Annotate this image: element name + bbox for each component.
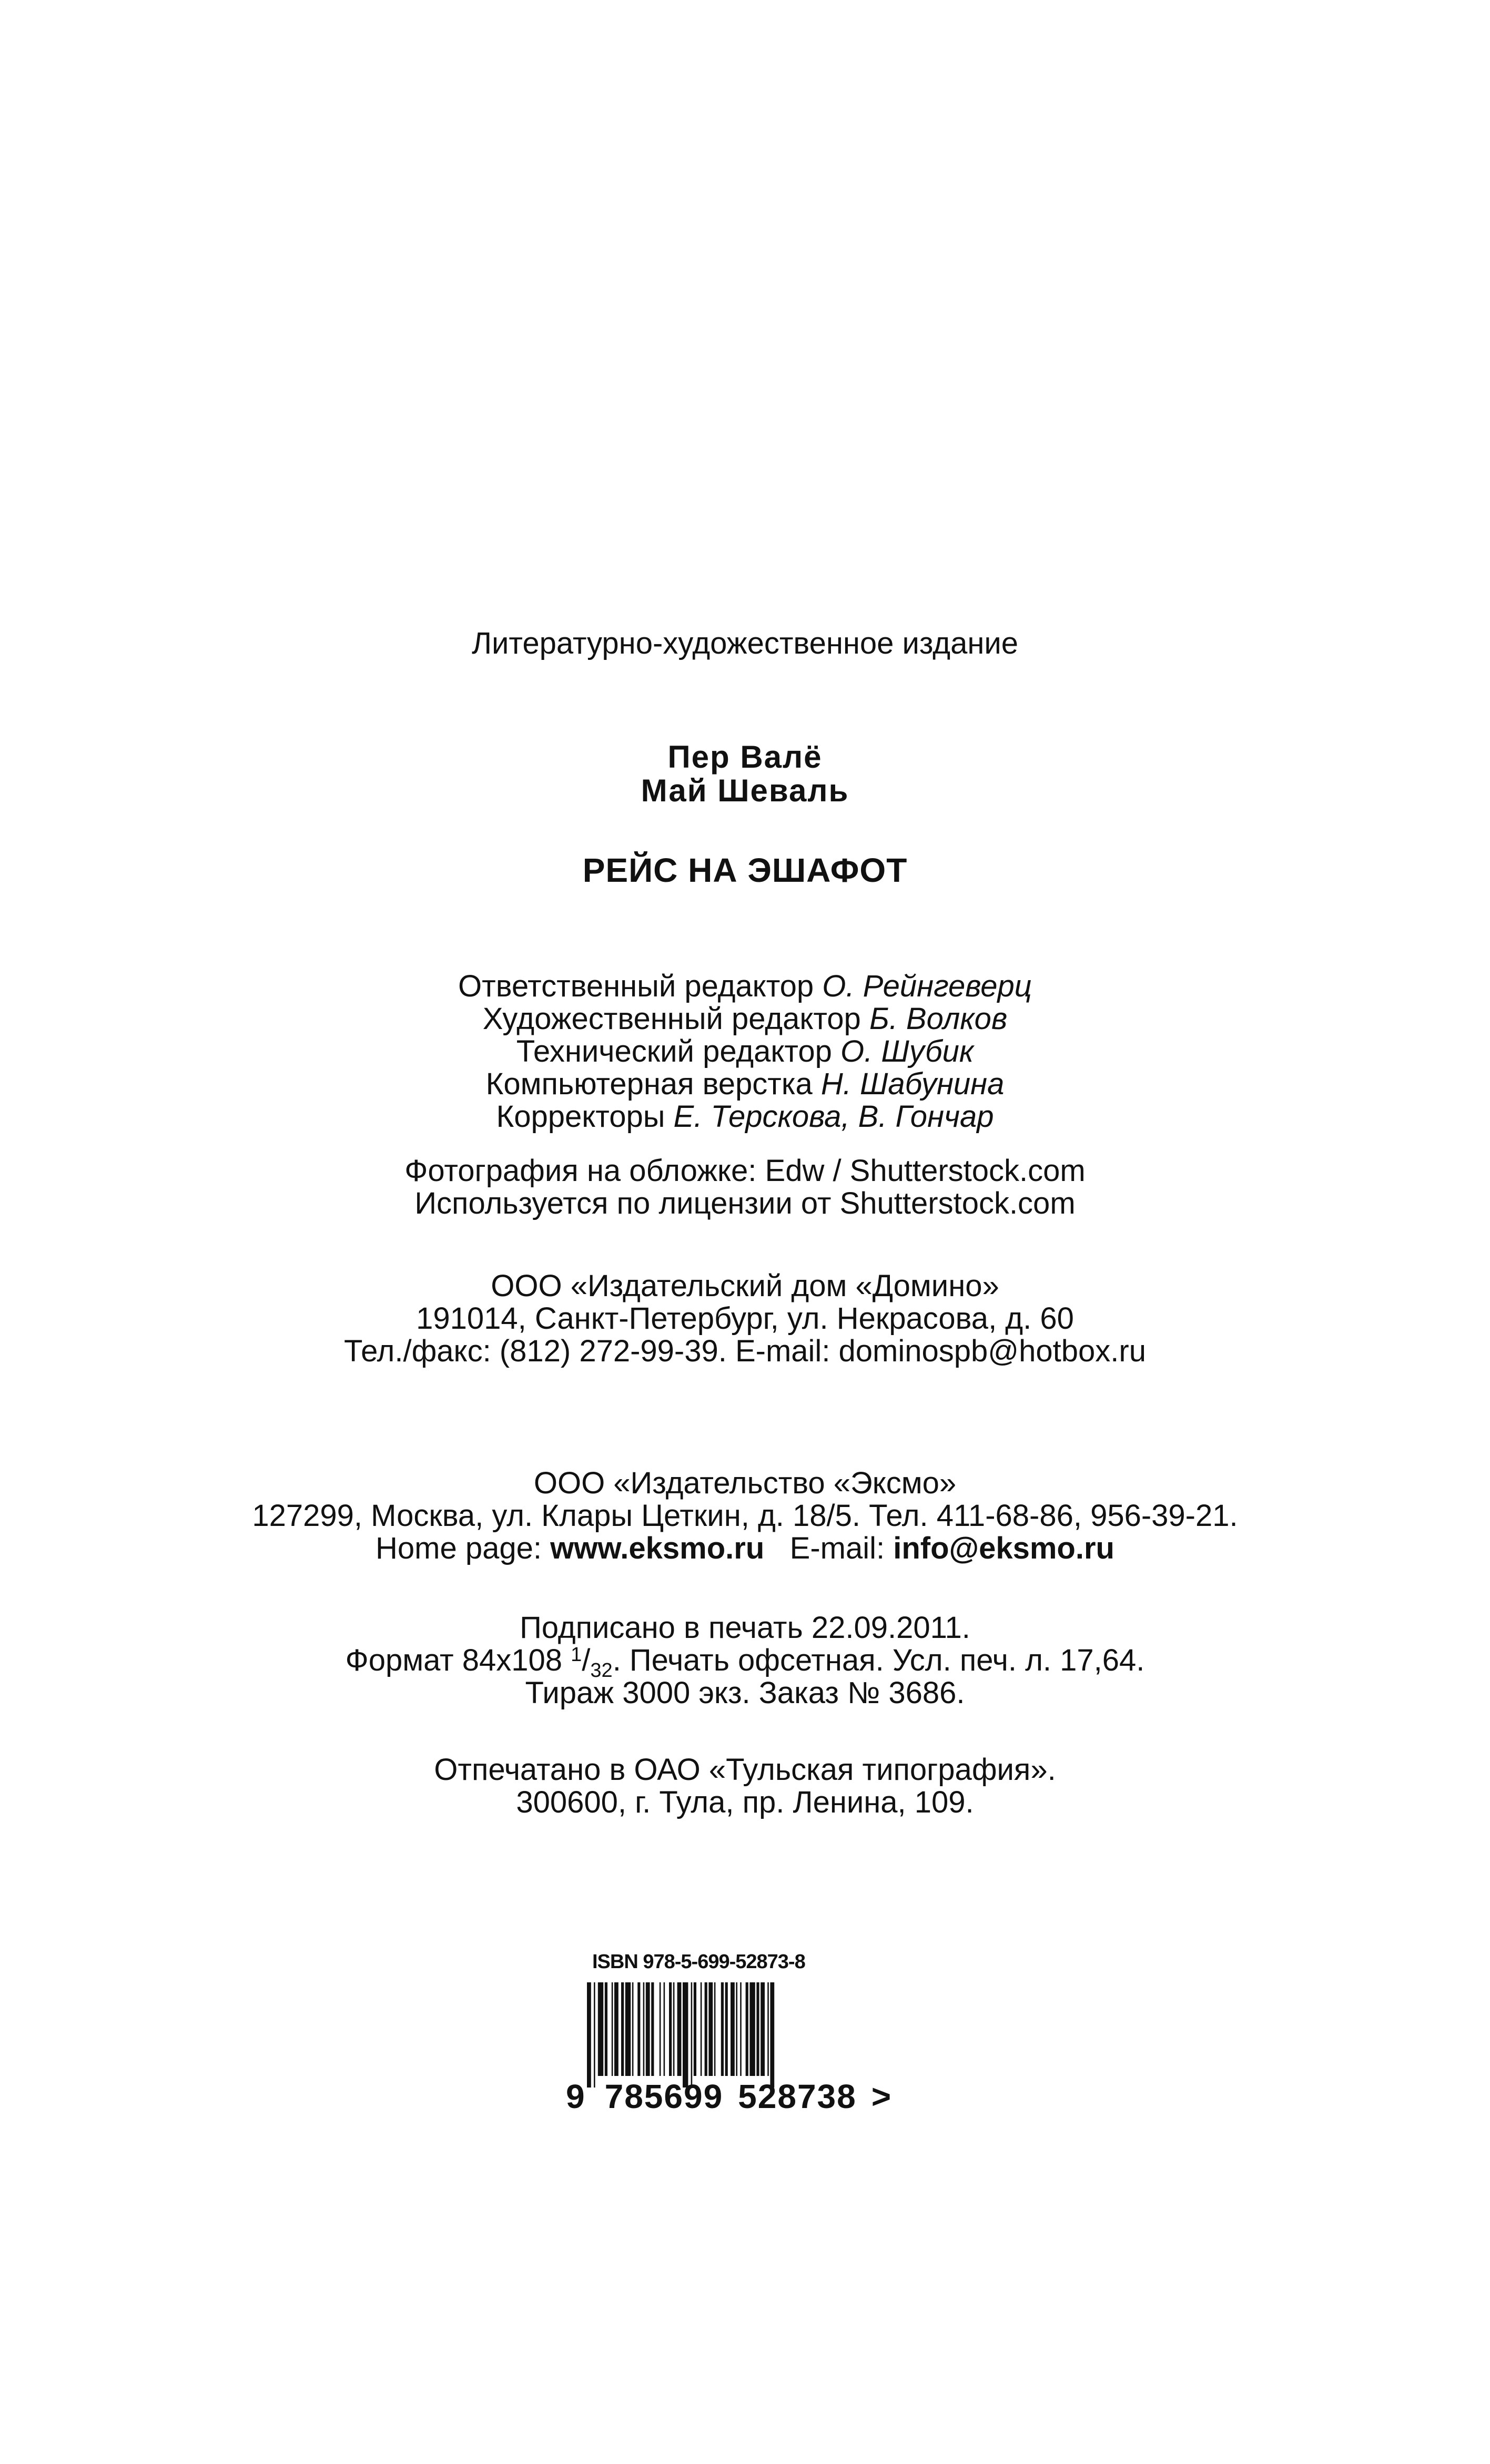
author-name: Май Шеваль bbox=[641, 773, 849, 808]
print-info bbox=[0, 1612, 1490, 1709]
barcode-bar bbox=[621, 1982, 624, 2076]
publisher-name: ООО «Издательство «Эксмо» bbox=[533, 1466, 957, 1500]
credit-line bbox=[0, 970, 1490, 1003]
publisher-address: 191014, Санкт-Петербург, ул. Некрасова, д. 60 bbox=[416, 1301, 1074, 1336]
barcode-digits-left: 785699 bbox=[604, 2078, 724, 2115]
isbn-barcode bbox=[566, 1951, 934, 2124]
barcode-bar bbox=[756, 1982, 759, 2076]
printer-name: Отпечатано в ОАО «Тульская типография». bbox=[434, 1753, 1056, 1787]
format-suffix: . Печать офсетная. Усл. печ. л. 17,64. bbox=[612, 1643, 1145, 1677]
credit-role: Ответственный редактор bbox=[458, 969, 814, 1003]
printer-address: 300600, г. Тула, пр. Ленина, 109. bbox=[516, 1785, 974, 1819]
barcode-bar bbox=[632, 1982, 634, 2076]
barcode-bar bbox=[651, 1982, 654, 2076]
format-line: Формат 84х108 $^1/_{32}$. Печать офсетная. Усл. печ. л. 17,64. bbox=[345, 1643, 1145, 1682]
credit-role: Компьютерная верстка bbox=[485, 1067, 813, 1101]
barcode-bar bbox=[721, 1982, 724, 2076]
barcode-bars-icon bbox=[587, 1982, 913, 2088]
printer bbox=[0, 1754, 1490, 1819]
credit-name: О. Шубик bbox=[840, 1034, 974, 1068]
barcode-digit-first: 9 bbox=[566, 2078, 586, 2115]
barcode-bar bbox=[714, 1982, 716, 2076]
photo-credit-line: Фотография на обложке: Edw / Shutterstock.com bbox=[404, 1154, 1086, 1188]
barcode-bar bbox=[701, 1982, 702, 2076]
format-denominator: 32 bbox=[590, 1659, 613, 1682]
signed-date: Подписано в печать 22.09.2011. bbox=[520, 1611, 970, 1645]
barcode-bar bbox=[683, 1982, 688, 2088]
barcode-bar bbox=[731, 1982, 735, 2076]
publisher-eksmo bbox=[0, 1467, 1490, 1565]
barcode-bar bbox=[691, 1982, 693, 2088]
barcode-bar bbox=[669, 1982, 672, 2076]
format-numerator: 1 bbox=[571, 1644, 582, 1666]
homepage-label: Home page: bbox=[376, 1531, 542, 1565]
authors bbox=[0, 740, 1490, 808]
barcode-bar bbox=[646, 1982, 650, 2076]
barcode-bar bbox=[749, 1982, 755, 2076]
credit-name: Е. Терскова, В. Гончар bbox=[673, 1099, 994, 1134]
photo-credit bbox=[0, 1155, 1490, 1220]
barcode-bar bbox=[736, 1982, 737, 2076]
publisher-address: 127299, Москва, ул. Клары Цеткин, д. 18/5. Тел. 411-68-86, 956-39-21. bbox=[252, 1499, 1238, 1533]
isbn-label: ISBN 978-5-699-52873-8 bbox=[592, 1951, 805, 1973]
barcode-bar bbox=[664, 1982, 665, 2076]
barcode-bar bbox=[767, 1982, 769, 2076]
credit-name: Н. Шабунина bbox=[820, 1067, 1005, 1101]
barcode-bar bbox=[761, 1982, 765, 2076]
barcode-bar bbox=[605, 1982, 607, 2076]
publisher-name: ООО «Издательский дом «Домино» bbox=[491, 1269, 999, 1303]
credit-name: Б. Волков bbox=[869, 1002, 1008, 1036]
barcode-bar bbox=[660, 1982, 661, 2076]
book-title bbox=[0, 852, 1490, 889]
barcode-digits bbox=[566, 2078, 892, 2115]
publisher-web bbox=[0, 1532, 1490, 1565]
email-label: E-mail: bbox=[789, 1531, 885, 1565]
format-prefix: Формат 84х108 bbox=[345, 1643, 563, 1677]
credit-role: Корректоры bbox=[496, 1099, 665, 1134]
barcode-bar bbox=[725, 1982, 728, 2076]
edition-type bbox=[0, 627, 1490, 660]
barcode-bar bbox=[746, 1982, 748, 2076]
book-title-text: РЕЙС НА ЭШАФОТ bbox=[582, 851, 908, 889]
barcode-bar bbox=[637, 1982, 640, 2076]
barcode-digits-right: 528738 bbox=[738, 2078, 857, 2115]
author-name: Пер Валё bbox=[667, 739, 823, 775]
barcode-bar bbox=[694, 1982, 696, 2076]
credit-line bbox=[0, 1003, 1490, 1035]
credits bbox=[0, 970, 1490, 1133]
barcode-bar bbox=[705, 1982, 707, 2076]
credit-role: Технический редактор bbox=[516, 1034, 832, 1068]
credit-line bbox=[0, 1068, 1490, 1101]
circulation: Тираж 3000 экз. Заказ № 3686. bbox=[525, 1676, 965, 1710]
credit-line bbox=[0, 1101, 1490, 1133]
credit-name: О. Рейнгеверц bbox=[822, 969, 1032, 1003]
barcode-bar bbox=[625, 1982, 631, 2076]
photo-license-line: Используется по лицензии от Shutterstock.com bbox=[414, 1186, 1076, 1220]
barcode-bar bbox=[594, 1982, 595, 2088]
barcode-end-mark: > bbox=[871, 2078, 893, 2115]
edition-type-text: Литературно-художественное издание bbox=[471, 626, 1019, 660]
homepage-link[interactable]: www.eksmo.ru bbox=[550, 1531, 765, 1565]
credit-line bbox=[0, 1035, 1490, 1068]
credit-role: Художественный редактор bbox=[482, 1002, 861, 1036]
publisher-contacts: Тел./факс: (812) 272-99-39. E-mail: dominospb@hotbox.ru bbox=[344, 1334, 1146, 1368]
barcode-bar bbox=[598, 1982, 603, 2076]
barcode-bar bbox=[587, 1982, 591, 2088]
barcode-bar bbox=[770, 1982, 774, 2088]
email-link[interactable]: info@eksmo.ru bbox=[893, 1531, 1114, 1565]
barcode-bar bbox=[614, 1982, 619, 2076]
barcode-bar bbox=[708, 1982, 713, 2076]
barcode-bar bbox=[673, 1982, 675, 2076]
barcode-bar bbox=[740, 1982, 742, 2076]
publisher-domino bbox=[0, 1270, 1490, 1368]
barcode-bar bbox=[643, 1982, 645, 2076]
barcode-bar bbox=[612, 1982, 613, 2076]
barcode-bar bbox=[677, 1982, 682, 2076]
